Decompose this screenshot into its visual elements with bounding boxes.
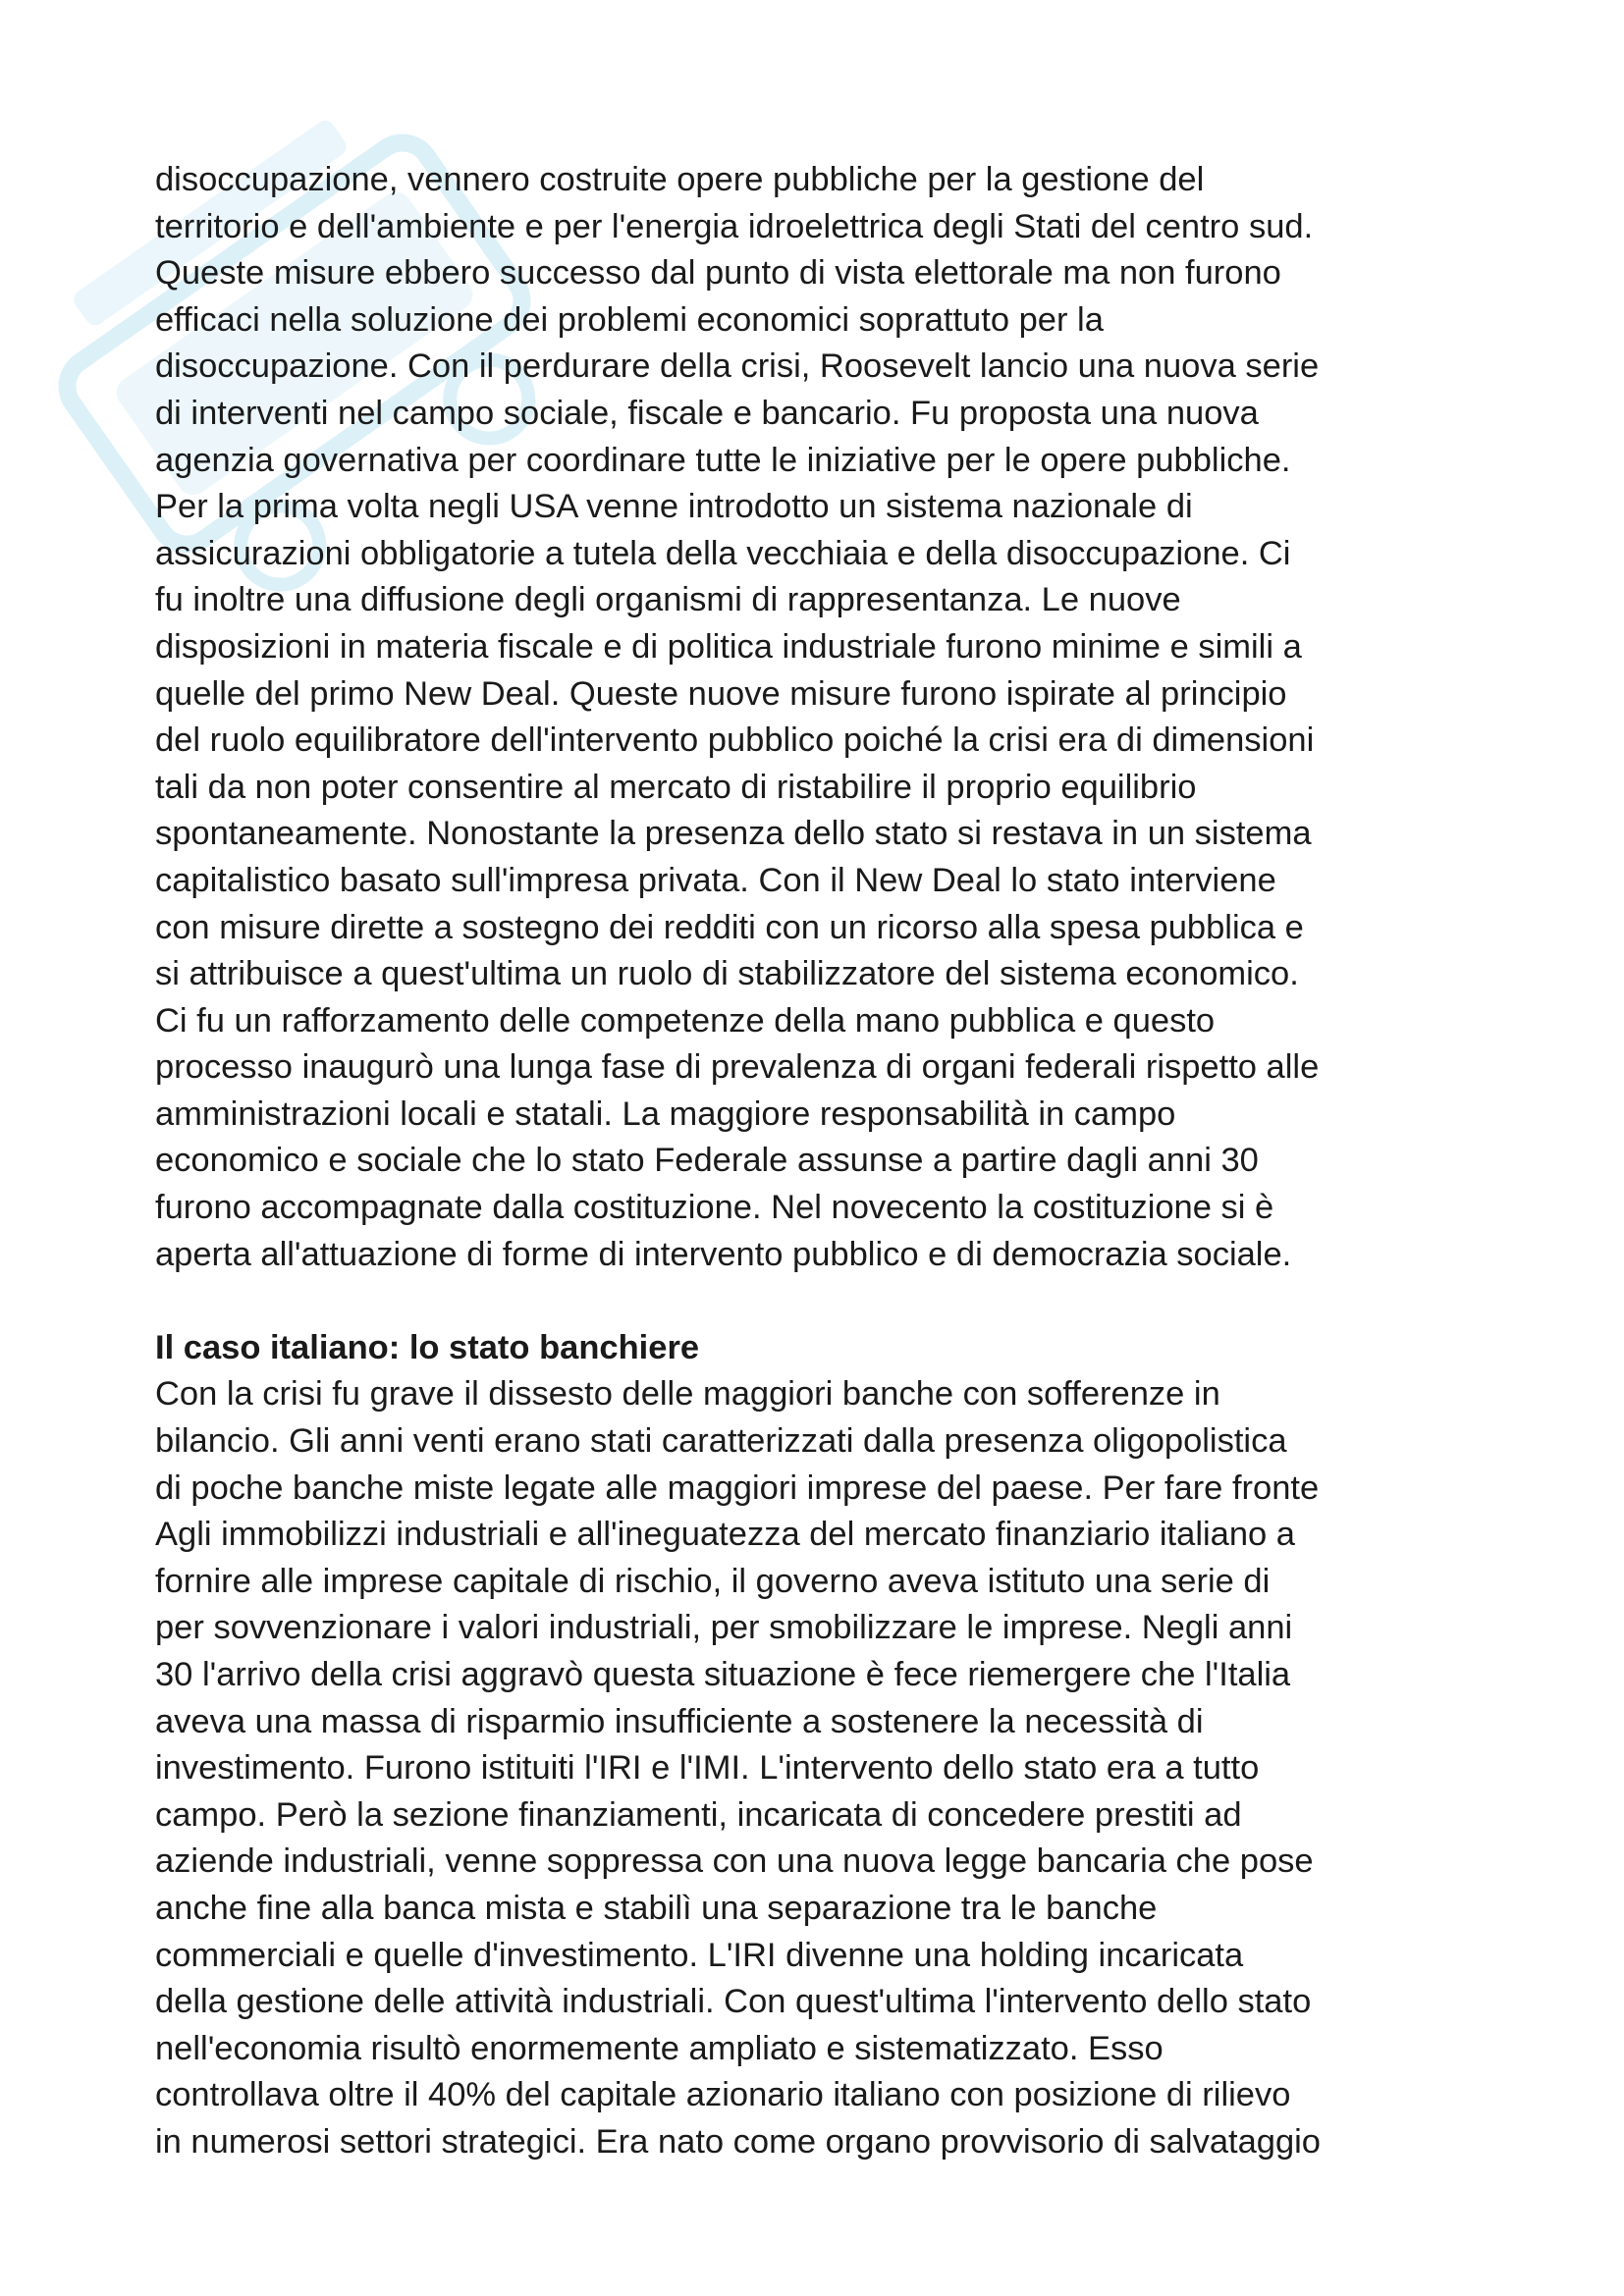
text-line: di poche banche miste legate alle maggiori imprese del paese. Per fare fronte (155, 1468, 1320, 1507)
text-line: Agli immobilizzi industriali e all'ineguatezza del mercato finanziario italiano a (155, 1516, 1295, 1554)
text-line: controllava oltre il 40% del capitale azionario italiano con posizione di rilievo (155, 2076, 1291, 2114)
text-line: amministrazioni locali e statali. La maggiore responsabilità in campo (155, 1095, 1176, 1133)
text-line: per sovvenzionare i valori industriali, per smobilizzare le imprese. Negli anni (155, 1609, 1293, 1647)
text-line: investimento. Furono istituiti l'IRI e l'IMI. L'intervento dello stato era a tutto (155, 1749, 1260, 1788)
text-line: fornire alle imprese capitale di rischio, il governo aveva istituto una serie di (155, 1562, 1271, 1600)
text-line: spontaneamente. Nonostante la presenza dello stato si restava in un sistema (155, 815, 1312, 853)
text-line: Con la crisi fu grave il dissesto delle maggiori banche con sofferenze in (155, 1375, 1220, 1414)
text-line: agenzia governativa per coordinare tutte le iniziative per le opere pubbliche. (155, 441, 1291, 479)
text-line: disoccupazione, vennero costruite opere pubbliche per la gestione del (155, 161, 1205, 198)
text-line: di interventi nel campo sociale, fiscale e bancario. Fu proposta una nuova (155, 394, 1259, 432)
document-body (155, 157, 1530, 2166)
text-line: commerciali e quelle d'investimento. L'IRI divenne una holding incaricata (155, 1936, 1244, 1974)
section-heading: Il caso italiano: lo stato banchiere (155, 1328, 700, 1366)
text-line: assicurazioni obbligatorie a tutela della vecchiaia e della disoccupazione. Ci (155, 534, 1291, 572)
text-line: aveva una massa di risparmio insufficiente a sostenere la necessità di (155, 1702, 1204, 1740)
text-line: capitalistico basato sull'impresa privata. Con il New Deal lo stato interviene (155, 861, 1276, 899)
text-line: si attribuisce a quest'ultima un ruolo di stabilizzatore del sistema economico. (155, 955, 1299, 993)
text-line: della gestione delle attività industriali. Con quest'ultima l'intervento dello stato (155, 1983, 1312, 2021)
text-line: quelle del primo New Deal. Queste nuove misure furono ispirate al principio (155, 674, 1287, 713)
text-line: aziende industriali, venne soppressa con una nuova legge bancaria che pose (155, 1842, 1314, 1881)
text-line: disposizioni in materia fiscale e di politica industriale furono minime e simili a (155, 627, 1302, 666)
text-line: processo inaugurò una lunga fase di prevalenza di organi federali rispetto alle (155, 1048, 1320, 1087)
text-line: campo. Però la sezione finanziamenti, incaricata di concedere prestiti ad (155, 1795, 1242, 1834)
text-line: tali da non poter consentire al mercato di ristabilire il proprio equilibrio (155, 768, 1197, 806)
text-line: anche fine alla banca mista e stabilì una separazione tra le banche (155, 1889, 1158, 1927)
paragraph-new-deal (155, 157, 1530, 1278)
text-line: 30 l'arrivo della crisi aggravò questa situazione è fece riemergere che l'Italia (155, 1656, 1291, 1693)
text-line: economico e sociale che lo stato Federale assunse a partire dagli anni 30 (155, 1142, 1259, 1180)
text-line: aperta all'attuazione di forme di intervento pubblico e di democrazia sociale. (155, 1235, 1292, 1273)
text-line: fu inoltre una diffusione degli organismi di rappresentanza. Le nuove (155, 581, 1181, 619)
text-line: Per la prima volta negli USA venne introdotto un sistema nazionale di (155, 488, 1193, 526)
paragraph-stato-banchiere (155, 1371, 1530, 2165)
text-line: in numerosi settori strategici. Era nato come organo provvisorio di salvataggio (155, 2122, 1321, 2161)
text-line: del ruolo equilibratore dell'intervento pubblico poiché la crisi era di dimensioni (155, 721, 1315, 760)
text-line: efficaci nella soluzione dei problemi economici soprattuto per la (155, 300, 1104, 339)
text-line: disoccupazione. Con il perdurare della crisi, Roosevelt lancio una nuova serie (155, 347, 1320, 386)
text-line: territorio e dell'ambiente e per l'energia idroelettrica degli Stati del centro sud. (155, 207, 1314, 245)
text-line: Ci fu un rafforzamento delle competenze della mano pubblica e questo (155, 1001, 1216, 1040)
text-line: Queste misure ebbero successo dal punto di vista elettorale ma non furono (155, 254, 1281, 293)
text-line: nell'economia risultò enormemente ampliato e sistematizzato. Esso (155, 2029, 1164, 2067)
text-line: bilancio. Gli anni venti erano stati caratterizzati dalla presenza oligopolistica (155, 1422, 1287, 1461)
paragraph-spacer (155, 1278, 1530, 1325)
text-line: furono accompagnate dalla costituzione. Nel novecento la costituzione si è (155, 1189, 1274, 1227)
text-line: con misure dirette a sostegno dei redditi con un ricorso alla spesa pubblica e (155, 908, 1304, 946)
